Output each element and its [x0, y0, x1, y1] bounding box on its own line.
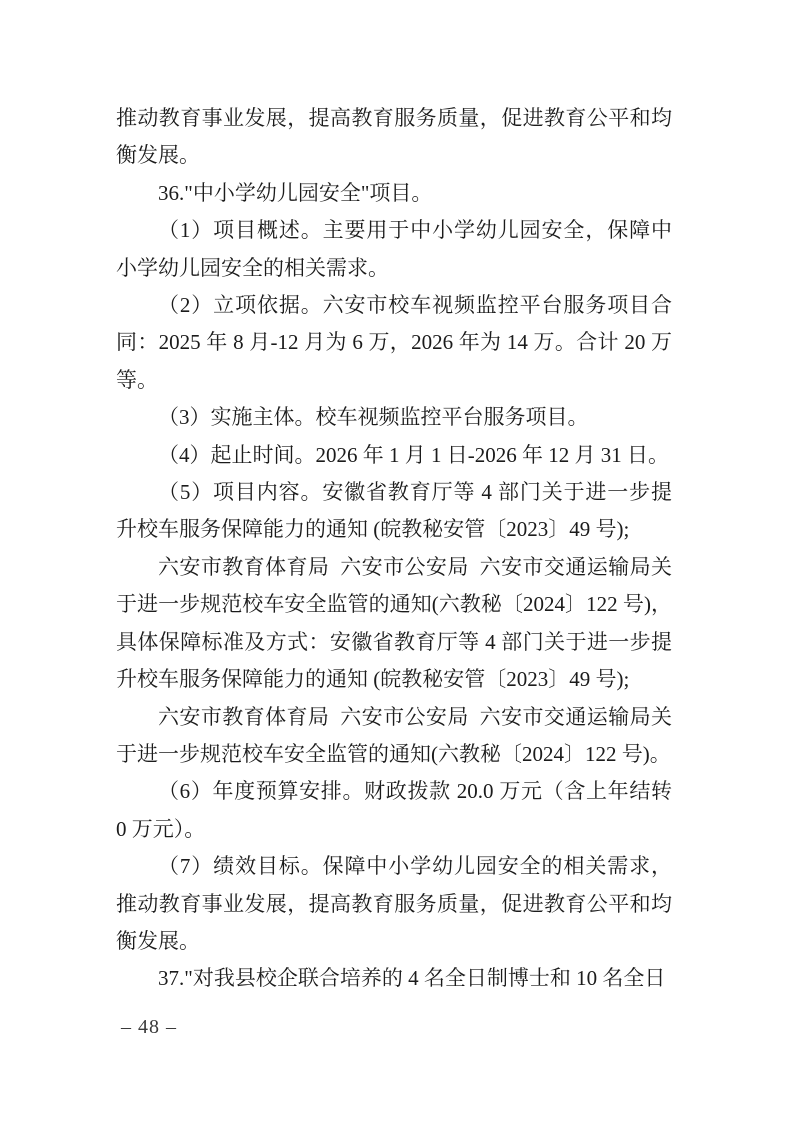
- item-36-section-7-performance: （7）绩效目标。保障中小学幼儿园安全的相关需求，推动教育事业发展，提高教育服务质量，促进教育公平和均衡发展。: [116, 854, 672, 953]
- item-36-title: 36."中小学幼儿园安全"项目。: [158, 180, 433, 205]
- page-number: – 48 –: [121, 1016, 177, 1038]
- item-36-section-5-content-notice-1: 六安市教育体育局 六安市公安局 六安市交通运输局关于进一步规范校车安全监管的通知(六教秘〔2024〕122 号)，具体保障标准及方式：安徽省教育厅等 4 部门关于进一步提升校车服务保障能力的通知 (皖教秘安管〔2023〕49 号);: [116, 554, 672, 692]
- item-36-section-2-basis: （2）立项依据。六安市校车视频监控平台服务项目合同：2025 年 8 月-12 月为 6 万，2026 年为 14 万。合计 20 万等。: [116, 293, 672, 392]
- item-36-section-6-budget: （6）年度预算安排。财政拨款 20.0 万元（含上年结转 0 万元）。: [116, 779, 672, 841]
- item-36-section-5-content-notice-2: 六安市教育体育局 六安市公安局 六安市交通运输局关于进一步规范校车安全监管的通知(六教秘〔2024〕122 号)。: [116, 704, 672, 766]
- document-content: [116, 100, 672, 998]
- item-36-section-1-overview: （1）项目概述。主要用于中小学幼儿园安全，保障中小学幼儿园安全的相关需求。: [116, 218, 672, 280]
- item-36-section-4-duration: （4）起止时间。2026 年 1 月 1 日-2026 年 12 月 31 日。: [158, 442, 669, 467]
- item-36-section-5-content: （5）项目内容。安徽省教育厅等 4 部门关于进一步提升校车服务保障能力的通知 (皖教秘安管〔2023〕49 号);: [116, 480, 672, 542]
- para-continuation-performance-goal: 推动教育事业发展，提高教育服务质量，促进教育公平和均衡发展。: [116, 106, 672, 168]
- item-37-title: 37."对我县校企联合培养的 4 名全日制博士和 10 名全日: [158, 966, 666, 991]
- item-36-section-3-implementer: （3）实施主体。校车视频监控平台服务项目。: [158, 405, 589, 430]
